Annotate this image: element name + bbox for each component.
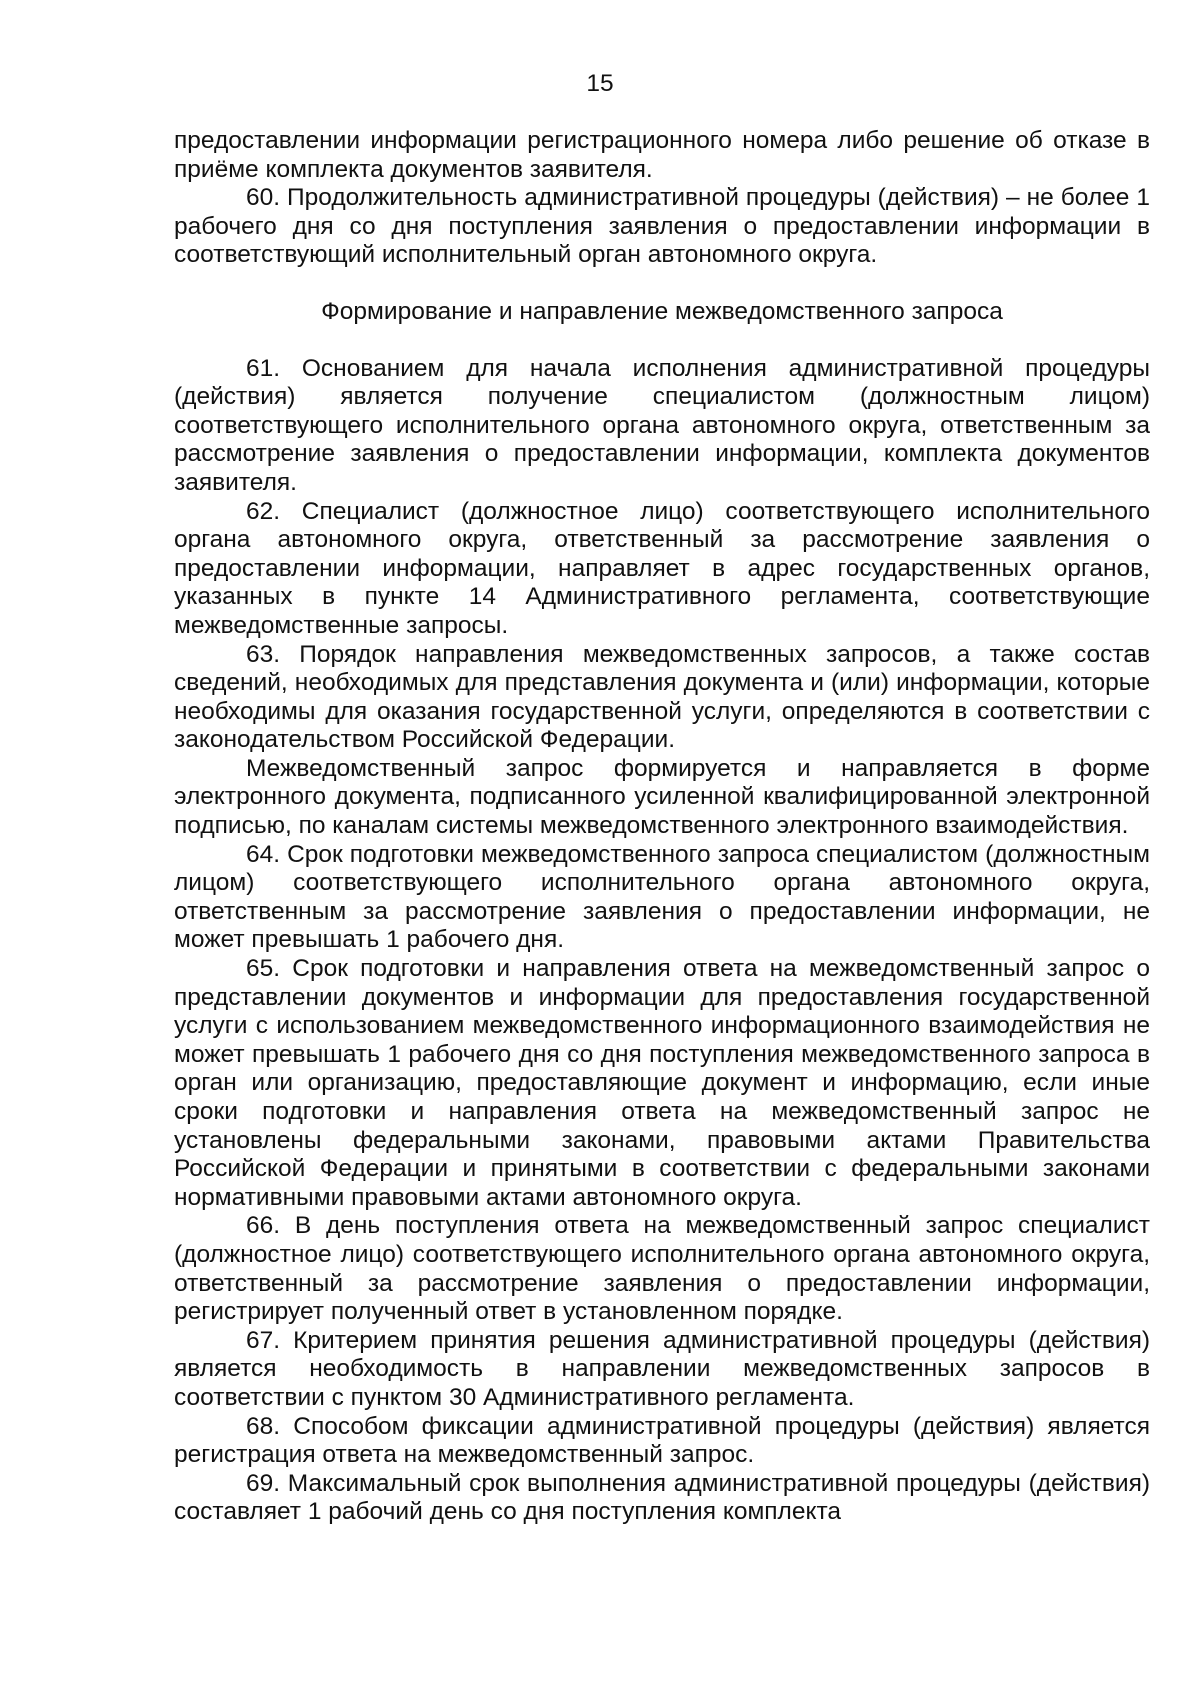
paragraph-64: 64. Срок подготовки межведомственного запроса специалистом (должностным лицом) соответствующего исполнительного органа автономного округа, ответственным за рассмотрение заявления о предоставлении информации, не может превышать 1 рабочего дня. [174, 840, 1150, 954]
paragraph-69: 69. Максимальный срок выполнения административной процедуры (действия) составляет 1 рабочий день со дня поступления комплекта [174, 1469, 1150, 1526]
paragraph-67: 67. Критерием принятия решения административной процедуры (действия) является необходимость в направлении межведомственных запросов в соответствии с пунктом 30 Административного регламента. [174, 1326, 1150, 1411]
paragraph-61: 61. Основанием для начала исполнения административной процедуры (действия) является получение специалистом (должностным лицом) соответствующего исполнительного органа автономного округа, ответственным за рассмотрение заявления о предоставлении информации, комплекта документов заявителя. [174, 354, 1150, 496]
paragraph-continued: предоставлении информации регистрационного номера либо решение об отказе в приёме комплекта документов заявителя. [174, 127, 1150, 183]
document-body [174, 127, 1150, 1527]
paragraph-66: 66. В день поступления ответа на межведомственный запрос специалист (должностное лицо) соответствующего исполнительного органа автономного округа, ответственный за рассмотрение заявления о предоставлении информации, регистрирует полученный ответ в установленном порядке. [174, 1212, 1150, 1326]
paragraph-62: 62. Специалист (должностное лицо) соответствующего исполнительного органа автономного округа, ответственный за рассмотрение заявления о предоставлении информации, направляет в адрес государственных органов, указанных в пункте 14 Административного регламента, соответствующие межведомственные запросы. [174, 497, 1150, 639]
paragraph-68: 68. Способом фиксации административной процедуры (действия) является регистрация ответа на межведомственный запрос. [174, 1412, 1150, 1469]
section-heading: Формирование и направление межведомственного запроса [321, 297, 1003, 325]
paragraph-60: 60. Продолжительность административной процедуры (действия) – не более 1 рабочего дня со дня поступления заявления о предоставлении информации в соответствующий исполнительный орган автономного округа. [174, 184, 1150, 269]
page-number: 15 [586, 70, 614, 97]
paragraph-65: 65. Срок подготовки и направления ответа на межведомственный запрос о представлении документов и информации для предоставления государственной услуги с использованием межведомственного информационного взаимодействия не может превышать 1 рабочего дня со дня поступления межведомственного запроса в орган или организацию, предоставляющие документ и информацию, если иные сроки подготовки и направления ответа на межведомственный запрос не установлены федеральными законами, правовыми актами Правительства Российской Федерации и принятыми в соответствии с федеральными законами нормативными правовыми актами автономного округа. [174, 955, 1150, 1211]
paragraph-63: 63. Порядок направления межведомственных запросов, а также состав сведений, необходимых для представления документа и (или) информации, которые необходимы для оказания государственной услуги, определяются в соответствии с законодательством Российской Федерации. [174, 640, 1150, 754]
paragraph-63-continuation: Межведомственный запрос формируется и направляется в форме электронного документа, подписанного усиленной квалифицированной электронной подписью, по каналам системы межведомственного электронного взаимодействия. [174, 754, 1150, 840]
